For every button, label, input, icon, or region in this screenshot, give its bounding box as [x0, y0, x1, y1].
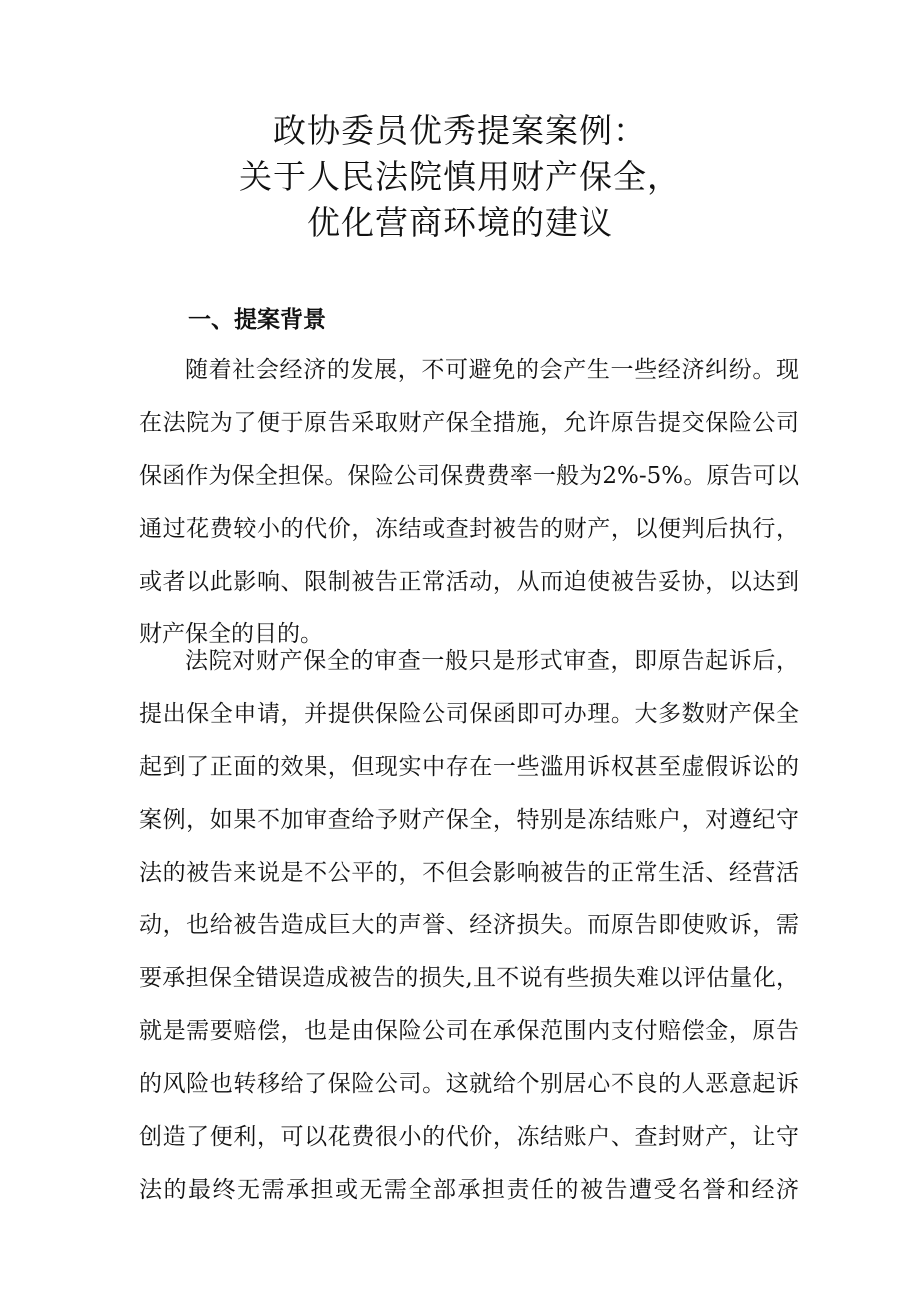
text-line: 法的被告来说是不公平的，不但会影响被告的正常生活、经营活	[139, 859, 799, 886]
text-line: 保函作为保全担保。保险公司保费费率一般为2%-5%。原告可以	[139, 462, 799, 489]
paragraph-2	[139, 635, 799, 1217]
text-line: 或者以此影响、限制被告正常活动，从而迫使被告妥协，以达到	[139, 568, 799, 595]
title-line: 优化营商环境的建议	[307, 203, 613, 242]
text-line: 随着社会经济的发展，不可避免的会产生一些经济纠纷。现	[185, 357, 799, 383]
text-line: 案例，如果不加审查给予财产保全，特别是冻结账户，对遵纪守	[139, 806, 799, 833]
document-title	[0, 108, 920, 246]
text-line: 要承担保全错误造成被告的损失,且不说有些损失难以评估量化，	[139, 965, 799, 992]
title-line: 政协委员优秀提案案例：	[273, 111, 647, 150]
text-line: 法院对财产保全的审查一般只是形式审查，即原告起诉后，	[185, 648, 799, 674]
text-line: 动，也给被告造成巨大的声誉、经济损失。而原告即使败诉，需	[139, 912, 799, 939]
text-line: 的风险也转移给了保险公司。这就给个别居心不良的人恶意起诉	[139, 1071, 799, 1098]
text-line: 就是需要赔偿，也是由保险公司在承保范围内支付赔偿金，原告	[139, 1018, 799, 1045]
text-line: 在法院为了便于原告采取财产保全措施，允许原告提交保险公司	[139, 409, 799, 436]
text-line: 起到了正面的效果，但现实中存在一些滥用诉权甚至虚假诉讼的	[139, 753, 799, 780]
text-line: 提出保全申请，并提供保险公司保函即可办理。大多数财产保全	[139, 700, 799, 727]
text-line: 创造了便利，可以花费很小的代价，冻结账户、查封财产，让守	[139, 1124, 799, 1151]
text-line: 通过花费较小的代价，冻结或查封被告的财产，以便判后执行，	[139, 515, 799, 542]
text-line: 法的最终无需承担或无需全部承担责任的被告遭受名誉和经济	[139, 1176, 799, 1203]
paragraph-1	[139, 344, 799, 661]
title-line: 关于人民法院慎用财产保全，	[239, 157, 681, 196]
section-heading: 一、提案背景	[188, 307, 326, 333]
text-line: 财产保全的目的。	[139, 621, 323, 648]
